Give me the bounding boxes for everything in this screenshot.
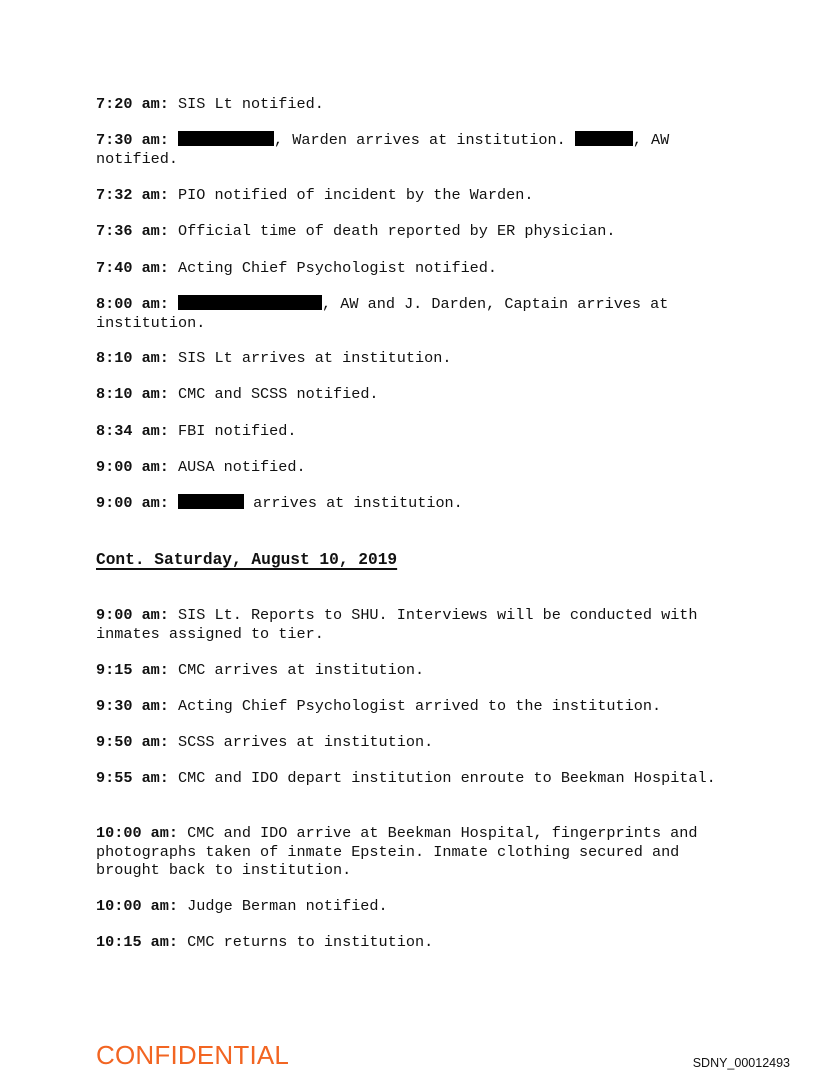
timeline-entry: [96, 933, 736, 952]
timeline-entry: [96, 897, 736, 916]
entry-time: 8:34 am:: [96, 422, 169, 440]
timeline-entry: [96, 733, 736, 752]
entry-text: , Warden arrives at institution.: [274, 131, 575, 149]
entry-text: SIS Lt arrives at institution.: [168, 349, 452, 367]
entry-text: Acting Chief Psychologist notified.: [168, 259, 498, 277]
entry-time: 7:40 am:: [96, 259, 169, 277]
entry-time: 8:00 am:: [96, 295, 169, 313]
entry-time: 8:10 am:: [96, 349, 169, 367]
entry-time: 9:30 am:: [96, 697, 169, 715]
entry-time: 9:15 am:: [96, 661, 169, 679]
section-heading: Cont. Saturday, August 10, 2019: [96, 551, 398, 569]
entry-time: 9:55 am:: [96, 769, 169, 787]
entry-text: SCSS arrives at institution.: [168, 733, 434, 751]
timeline-entry: [96, 769, 736, 788]
confidential-label: CONFIDENTIAL: [96, 1040, 290, 1070]
timeline-entry: [96, 186, 736, 205]
timeline-entry: [96, 349, 736, 368]
timeline-entry: [96, 131, 736, 168]
entry-time: 9:50 am:: [96, 733, 169, 751]
entry-time: 7:30 am:: [96, 131, 169, 149]
entry-text: , AW notified.: [96, 131, 670, 168]
entry-text: CMC and IDO arrive at Beekman Hospital, fingerprints and photographs taken of inmate Epstein. Inmate clothing secured and brought back to institution.: [96, 824, 698, 879]
entry-text: arrives at institution.: [244, 494, 463, 512]
entry-text: SIS Lt notified.: [168, 95, 324, 113]
entry-text: CMC returns to institution.: [178, 933, 434, 951]
entry-time: 8:10 am:: [96, 385, 169, 403]
timeline-entry: [96, 458, 736, 477]
entry-text: Official time of death reported by ER physician.: [168, 222, 616, 240]
entry-text: CMC and IDO depart institution enroute to Beekman Hospital.: [168, 769, 716, 787]
timeline-entry: [96, 259, 736, 278]
entry-time: 7:20 am:: [96, 95, 169, 113]
entry-text: Acting Chief Psychologist arrived to the institution.: [168, 697, 662, 715]
entry-text: Judge Berman notified.: [178, 897, 388, 915]
entry-text: PIO notified of incident by the Warden.: [168, 186, 534, 204]
entry-text: SIS Lt. Reports to SHU. Interviews will be conducted with inmates assigned to tier.: [96, 606, 698, 643]
timeline-entry: [96, 222, 736, 241]
timeline-entry: [96, 494, 736, 513]
redaction-block: [178, 494, 244, 509]
entry-time: 7:32 am:: [96, 186, 169, 204]
entry-text: CMC arrives at institution.: [168, 661, 425, 679]
entry-time: 10:00 am:: [96, 824, 179, 842]
redaction-block: [178, 295, 322, 310]
entry-text: AUSA notified.: [168, 458, 306, 476]
entry-time: 10:00 am:: [96, 897, 179, 915]
timeline-entry: [96, 697, 736, 716]
entry-time: 9:00 am:: [96, 606, 169, 624]
entry-time: 9:00 am:: [96, 458, 169, 476]
timeline-entry: [96, 385, 736, 404]
redaction-block: [575, 131, 633, 146]
timeline-entry: [96, 295, 736, 332]
entry-text: CMC and SCSS notified.: [168, 385, 379, 403]
redaction-block: [178, 131, 274, 146]
document-id: SDNY_00012493: [692, 1056, 790, 1070]
entry-time: 10:15 am:: [96, 933, 179, 951]
entry-text: , AW and J. Darden, Captain arrives at institution.: [96, 295, 669, 332]
timeline-entry: [96, 95, 736, 114]
timeline-entry: [96, 606, 736, 643]
entry-time: 7:36 am:: [96, 222, 169, 240]
entry-text: FBI notified.: [168, 422, 297, 440]
timeline-entry: [96, 824, 736, 880]
entry-time: 9:00 am:: [96, 494, 169, 512]
timeline-entry: [96, 661, 736, 680]
timeline-entry: [96, 422, 736, 441]
